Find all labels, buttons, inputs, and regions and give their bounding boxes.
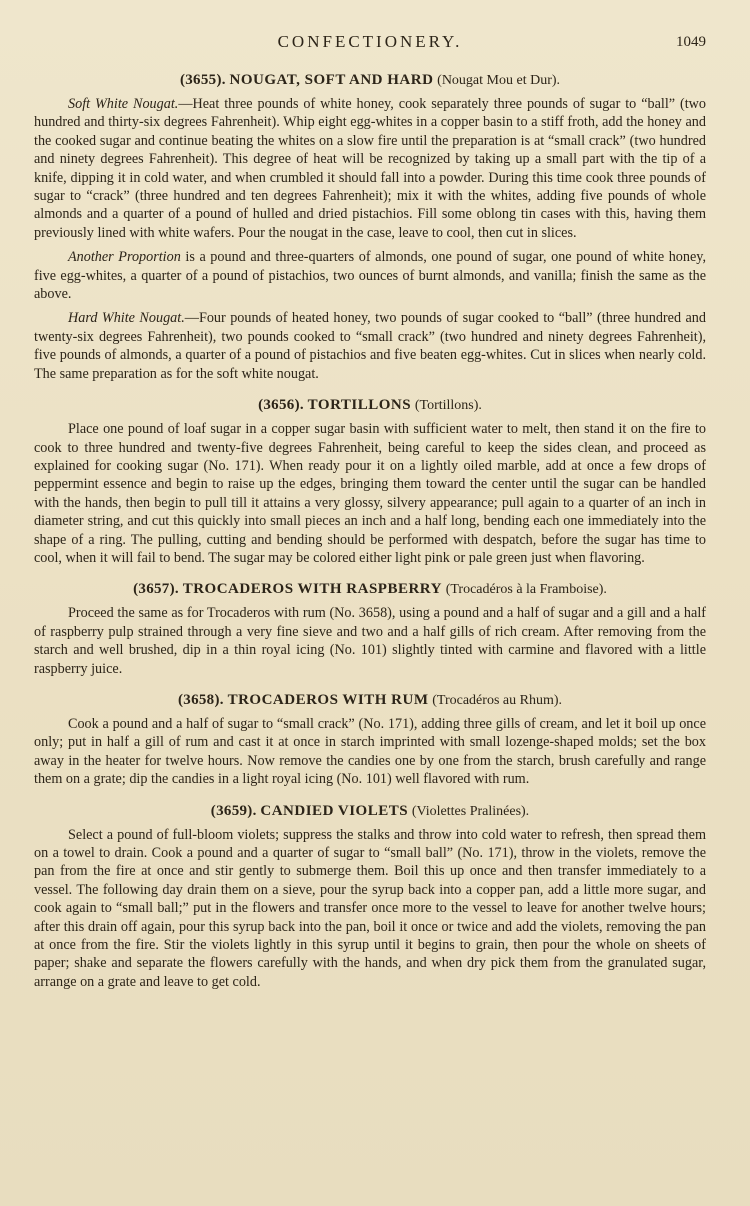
recipe-3658 [34,692,706,789]
recipe-number: (3658). [177,691,224,708]
recipe-number: (3656). [258,397,304,414]
running-title: CONFECTIONERY. [277,32,463,51]
paragraph-lead: Soft White Nougat. [68,96,179,112]
recipe-number: (3659). [210,802,257,819]
recipe-paragraph [34,715,706,789]
recipe-french-title: (Trocadéros au Rhum). [432,692,562,708]
recipe-title: CANDIED VIOLETS [260,802,409,819]
recipe-paragraph [34,604,706,678]
recipe-paragraph [34,420,706,567]
recipe-heading [34,803,706,820]
recipe-number: (3655). [179,72,226,88]
recipe-paragraph [34,95,706,242]
paragraph-text: Proceed the same as for Trocaderos with rum (No. 3658), using a pound and a half of sugar and a gill and a half of raspberry pulp strained through a very fine sieve and two and a half gills of rich cream. After removing from the starch and well brushed, dip in a thin royal icing (No. 101) slightly tinted with carmine and flavored with a little raspberry juice. [34,605,706,677]
recipe-heading [34,72,706,89]
paragraph-lead: Another Proportion [68,249,181,266]
page-number: 1049 [676,34,706,50]
recipe-paragraph [34,248,706,303]
recipe-paragraph [34,826,706,992]
recipe-french-title: (Tortillons). [414,398,482,414]
recipe-heading [34,581,706,598]
paragraph-lead: Hard White Nougat. [68,310,185,327]
recipe-title: TORTILLONS [307,397,412,414]
recipe-title: TROCADEROS WITH RUM [227,691,429,708]
recipe-number: (3657). [133,581,179,598]
paragraph-text: Place one pound of loaf sugar in a copper sugar basin with sufficient water to melt, then stand it on the fire to cook to three hundred and twenty-five degrees Fahrenheit, being careful to keep the sides clean, and proceed as explained for cooking sugar (No. 171). When ready pour it on a lightly oiled marble, add at once a few drops of peppermint essence and begin to raise up the edges, bringing them toward the center until the sugar can be handled with the hands, then begin to pull till it attains a very glossy, silvery appearance; pull again to a quarter of an inch in diameter string, and cut this quickly into small pieces an inch and a half long, bending each one immediately into the shape of a ring. The pulling, cutting and bending should be performed with despatch, before the sugar has time to cool, when it will fail to bend. The sugar may be colored either light pink or pale green just when flavoring. [34,421,706,566]
recipe-3656 [34,397,706,567]
paragraph-text: Cook a pound and a half of sugar to “small crack” (No. 171), adding three gills of cream, and let it boil up once only; put in half a gill of rum and cast it at once in starch imprinted with small lozenge-shaped molds; set the box away in the heater for twelve hours. Now remove the candies one by one from the starch, brush carefully and range them on a grate; dip the candies in a light royal icing (No. 101) well flavored with rum. [34,715,706,788]
running-header [34,30,706,62]
paragraph-text: Select a pound of full-bloom violets; suppress the stalks and throw into cold water to refresh, then spread them on a towel to drain. Cook a pound and a quarter of sugar to “small ball” (No. 171), throw in the violets, remove the pan from the fire at once and stir gently to submerge them. Boil this up once and then transfer immediately to a vessel. The following day drain them on a sieve, pour the syrup back into a copper pan, add a little more sugar, and cook again to “small ball;” put in the flowers and transfer once more to the vessel to leave for another twelve hours; after this drain off again, pour this syrup back into the pan, boil it once or twice and add the violets, removing the pan at once from the fire. Stir the violets lightly in this syrup until it begins to grain, then pour the whole on sheets of paper; shake and separate the flowers carefully with the hands, and when dry pick them from the granulated sugar, arrange on a grate and leave to get cold. [34,826,706,990]
paragraph-text: is a pound and three-quarters of almonds, one pound of sugar, one pound of white honey, five egg-whites, a quarter of a pound of pistachios, two ounces of burnt almonds, and vanilla; finish the same as the above. [34,249,707,303]
recipe-heading [34,692,706,709]
recipe-french-title: (Nougat Mou et Dur). [437,73,561,88]
recipe-3655 [34,72,706,383]
recipe-paragraph [34,309,706,383]
recipe-3657 [34,581,706,678]
recipe-heading [34,397,706,414]
recipe-french-title: (Violettes Pralinées). [411,803,530,819]
paragraph-text: —Four pounds of heated honey, two pounds of sugar cooked to “ball” (three hundred and twenty-six degrees Fahrenheit), two pounds cooked to “small crack” (two hundred and ninety degrees Fahrenheit), five pounds of almonds, a quarter of a pound of pistachios and five beaten egg-whites. Cut in slices when nearly cold. The same preparation as for the soft white nougat. [34,310,706,382]
paragraph-text: —Heat three pounds of white honey, cook separately three pounds of sugar to “ball” (two hundred and thirty-six degrees Fahrenheit). Whip eight egg-whites in a copper basin to a stiff froth, add the honey and the cooked sugar and continue beating the whites on a slow fire until the preparation is at “small crack” (two hundred and ninety degrees Fahrenheit). This degree of heat will be recognized by taking up a small part with the tip of a knife, dipping it in cold water, and when crumbled it should fall into a powder. During this time cook three pounds of sugar to “crack” (three hundred and ten degrees Fahrenheit); mix it with the whites, adding five pounds of whole almonds and a quarter of a pound of hulled and dried pistachios. Fill some oblong tin cases with this, having them previously lined with white wafers. Pour the nougat in the case, leave to cool, then cut in slices. [34,96,706,241]
recipe-title: TROCADEROS WITH RASPBERRY [182,581,442,598]
recipe-3659 [34,803,706,992]
recipe-title: NOUGAT, SOFT AND HARD [229,72,434,88]
recipe-french-title: (Trocadéros à la Framboise). [445,582,607,598]
